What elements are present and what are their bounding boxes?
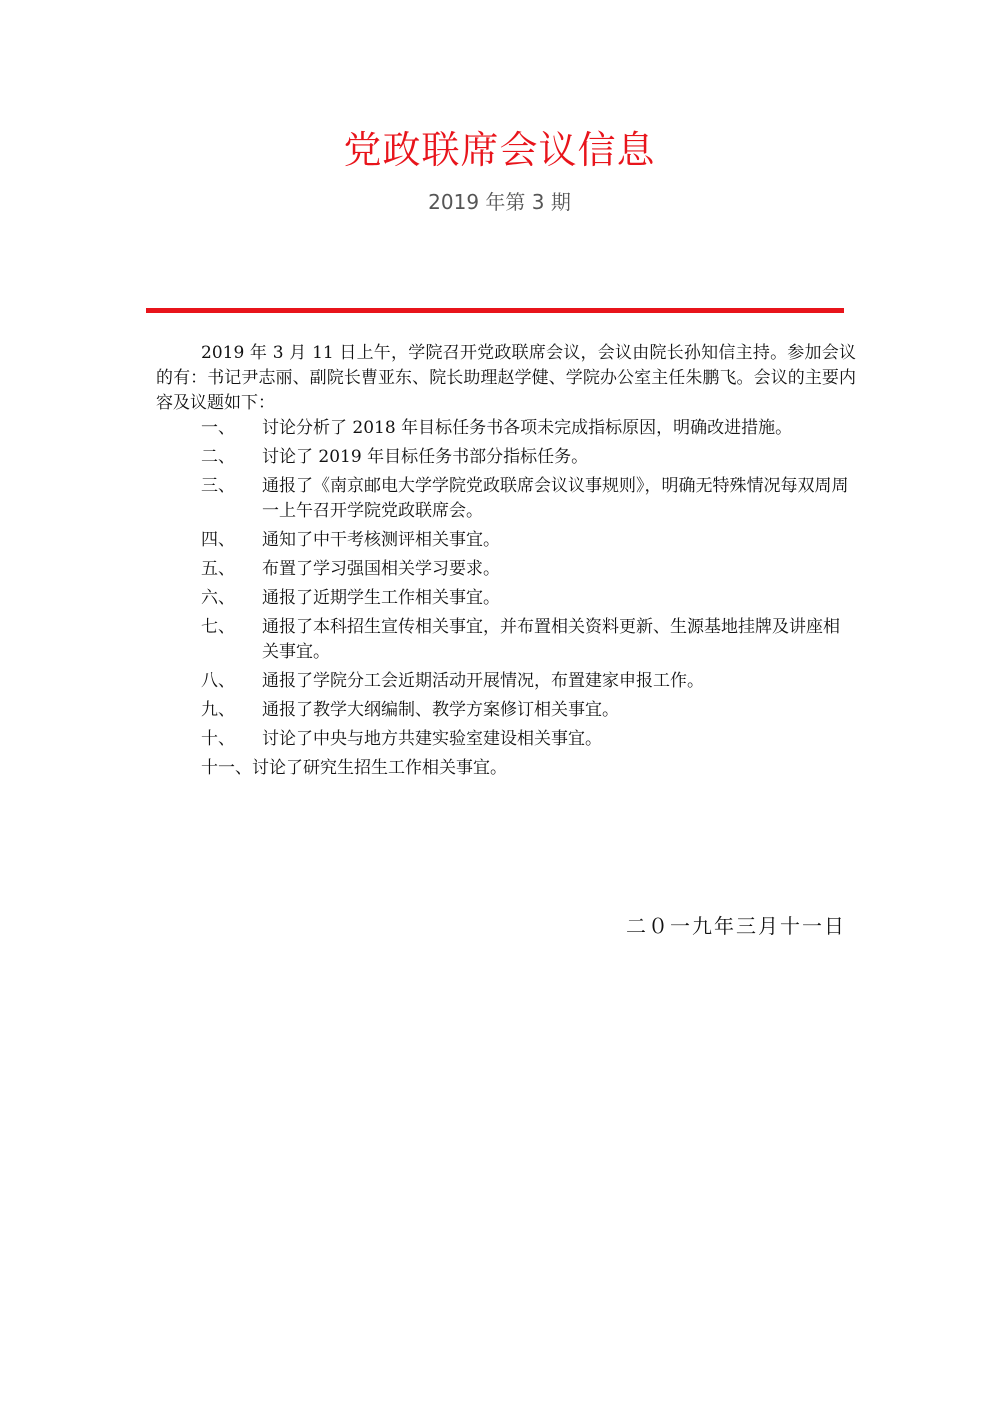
agenda-number: 六、: [201, 588, 235, 608]
agenda-item: [156, 557, 856, 582]
agenda-number: 七、: [201, 617, 235, 637]
agenda-text: 讨论了中央与地方共建实验室建设相关事宜。: [262, 729, 602, 749]
agenda-text: 通报了教学大纲编制、教学方案修订相关事宜。: [262, 700, 619, 720]
agenda-item: [156, 445, 856, 470]
agenda-text: 通报了近期学生工作相关事宜。: [262, 588, 500, 608]
agenda-number: 八、: [201, 671, 235, 691]
agenda-number: 十一、: [201, 758, 252, 778]
agenda-item: [156, 756, 856, 781]
agenda-number: 九、: [201, 700, 235, 720]
agenda-text: 通报了本科招生宣传相关事宜，并布置相关资料更新、生源基地挂牌及讲座相关事宜。: [262, 617, 840, 662]
agenda-item: [156, 698, 856, 723]
agenda-item: [156, 474, 856, 524]
agenda-number: 五、: [201, 559, 235, 579]
agenda-text: 通报了学院分工会近期活动开展情况，布置建家申报工作。: [262, 671, 704, 691]
agenda-item: [156, 727, 856, 752]
agenda-item: [156, 669, 856, 694]
agenda-item: [156, 528, 856, 553]
agenda-text: 通知了中干考核测评相关事宜。: [262, 530, 500, 550]
agenda-item: [156, 615, 856, 665]
agenda-number: 四、: [201, 530, 235, 550]
red-divider: [146, 308, 844, 313]
issue-number: 2019 年第 3 期: [428, 190, 571, 214]
agenda-number: 二、: [201, 447, 235, 467]
document-title: 党政联席会议信息: [343, 128, 656, 172]
document-body: [156, 341, 856, 785]
agenda-item: [156, 586, 856, 611]
agenda-text: 讨论了研究生招生工作相关事宜。: [252, 758, 507, 778]
agenda-number: 十、: [201, 729, 235, 749]
agenda-text: 讨论分析了 2018 年目标任务书各项未完成指标原因，明确改进措施。: [262, 418, 793, 438]
intro-paragraph: 2019 年 3 月 11 日上午，学院召开党政联席会议，会议由院长孙知信主持。参加会议的有：书记尹志丽、副院长曹亚东、院长助理赵学健、学院办公室主任朱鹏飞。会议的主要内容及议题如下：: [156, 343, 856, 413]
agenda-text: 讨论了 2019 年目标任务书部分指标任务。: [262, 447, 589, 467]
agenda-number: 一、: [201, 418, 235, 438]
agenda-number: 三、: [201, 476, 235, 496]
agenda-list: [156, 416, 856, 781]
agenda-text: 通报了《南京邮电大学学院党政联席会议议事规则》，明确无特殊情况每双周周一上午召开学院党政联席会。: [262, 476, 849, 521]
agenda-text: 布置了学习强国相关学习要求。: [262, 559, 500, 579]
agenda-item: [156, 416, 856, 441]
signature-date: 二０一九年三月十一日: [626, 914, 846, 938]
